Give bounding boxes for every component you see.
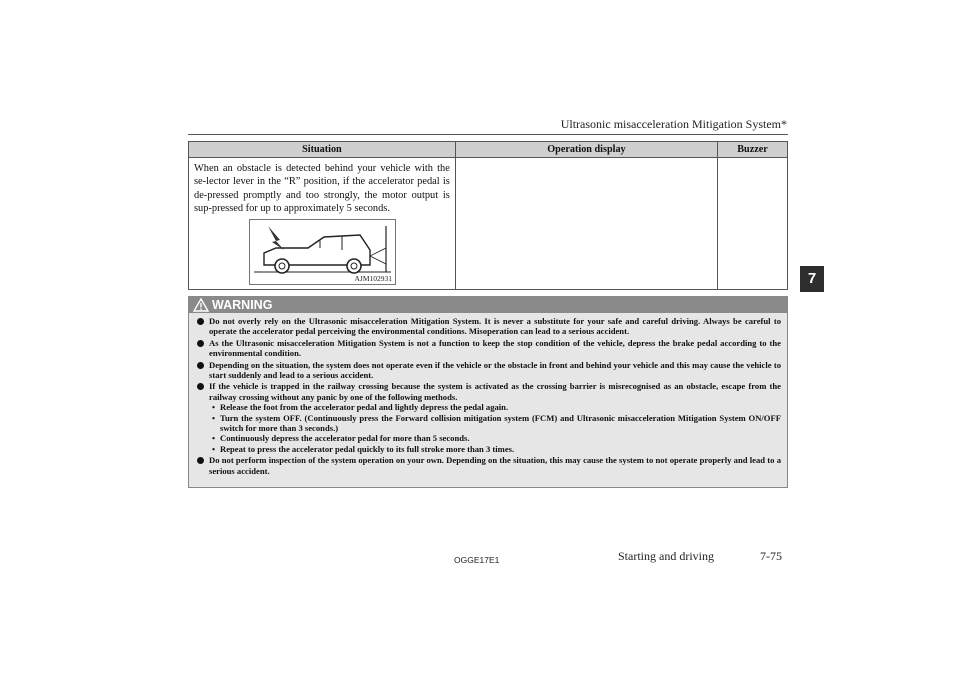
warning-item [195,338,781,359]
warning-item [195,455,781,476]
situation-table [188,141,788,290]
warning-item [195,360,781,381]
table-row [189,158,788,290]
sub-list-item [209,444,781,454]
sub-item-text: Repeat to press the accelerator pedal quickly to its full stroke more than 3 times. [220,443,515,454]
chapter-tab: 7 [800,266,824,292]
situation-cell [189,158,456,290]
warning-item-text: As the Ultrasonic misacceleration Mitigation System is not a function to keep the stop condition of the vehicle, depress the brake pedal according to the environmental condition. [209,337,781,359]
sub-item-text: Turn the system OFF. (Continuously press the Forward collision mitigation system (FCM) and Ultrasonic misacceleration Mitigation System ON/OFF switch for more than 3 seconds.) [220,412,781,434]
bullet-icon: • [212,443,216,454]
warning-item-text: Depending on the situation, the system does not operate even if the vehicle or the obstacle in front and behind your vehicle and this may cause the vehicle to start suddenly and lead to a serious accident. [209,359,781,381]
header-divider [188,134,788,135]
table-header-row [189,142,788,158]
operation-display-cell [455,158,717,290]
bullet-icon: • [212,412,216,423]
warning-item-text: Do not perform inspection of the system operation on your own. Depending on the situation, this may cause the system to not operate properly and lead to a serious accident. [209,455,781,476]
warning-item [195,316,781,337]
illustration-code: AJM102931 [354,274,392,284]
page-header-title: Ultrasonic misacceleration Mitigation System* [560,117,787,131]
buzzer-cell [718,158,788,290]
bullet-dot-icon [197,340,204,347]
warning-item-text: If the vehicle is trapped in the railway crossing because the system is activated as the crossing barrier is misrecognised as an obstacle, escape from the railway crossing without any panic by one of the following methods. [209,381,781,402]
document-code: OGGE17E1 [454,555,500,565]
footer-section-title: Starting and driving [618,549,714,563]
bullet-icon: • [212,433,216,444]
sub-list-item [209,433,781,443]
vehicle-reverse-illustration [249,219,396,285]
warning-triangle-icon [193,298,209,312]
warning-title: WARNING [212,298,273,312]
bullet-dot-icon [197,362,204,369]
sub-list-item [209,413,781,434]
column-header-buzzer: Buzzer [718,142,788,158]
sub-item-text: Continuously depress the accelerator pedal for more than 5 seconds. [220,433,470,444]
bullet-dot-icon [197,318,204,325]
warning-header [189,297,787,313]
warning-list [189,313,787,476]
warning-item-text: Do not overly rely on the Ultrasonic misacceleration Mitigation System. It is never a substitute for your safe and careful driving. Always be careful to operate the accelerator pedal perceiving the environmental conditions. Misoperation can lead to a serious accident. [209,316,781,337]
situation-description: When an obstacle is detected behind your vehicle with the se-lector lever in the “R” position, if the accelerator pedal is de-pressed promptly and too strongly, the motor output is sup-pressed for up to approximately 5 seconds. [194,163,450,214]
warning-item [195,381,781,454]
bullet-icon: • [212,402,216,413]
sub-list-item [209,402,781,412]
column-header-situation: Situation [189,142,456,158]
sub-item-text: Release the foot from the accelerator pedal and lightly depress the pedal again. [220,402,509,413]
bullet-dot-icon [197,383,204,390]
escape-methods-list [209,402,781,454]
warning-box [188,296,788,488]
bullet-dot-icon [197,457,204,464]
column-header-operation-display: Operation display [455,142,717,158]
page-number: 7-75 [760,549,782,563]
